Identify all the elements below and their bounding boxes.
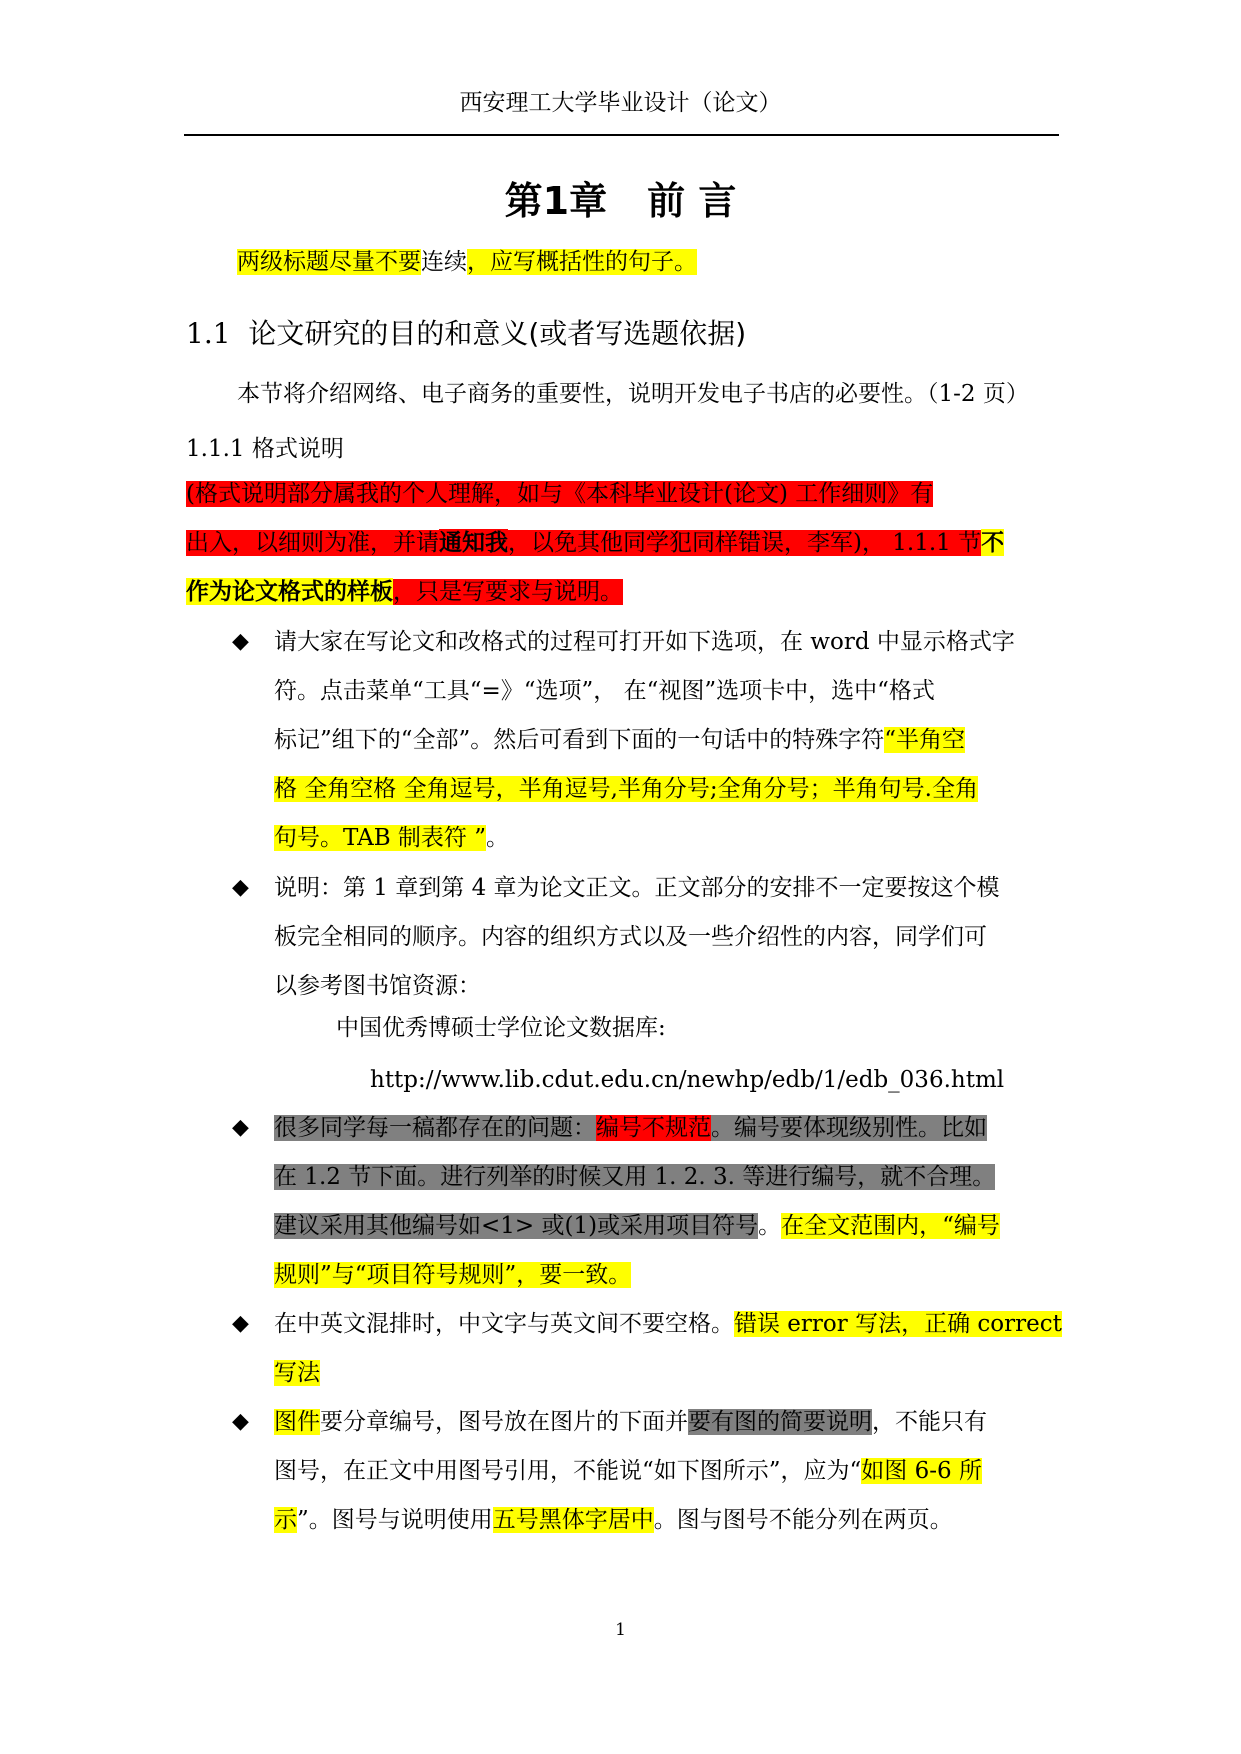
text: 标记”组下的“全部”。然后可看到下面的一句话中的特殊字符 xyxy=(274,727,885,753)
section-title: 论文研究的目的和意义(或者写选题依据) xyxy=(248,317,747,350)
bullet2-db-name: 中国优秀博硕士学位论文数据库: xyxy=(336,1015,666,1041)
highlight-yellow-bold: 不 xyxy=(981,529,1005,556)
bullet-diamond-icon: ◆ xyxy=(232,629,249,654)
bullet4-line-1 xyxy=(274,1308,1062,1340)
highlight-gray: 。编号要体现级别性。比如 xyxy=(711,1115,987,1141)
bullet1-line-3 xyxy=(274,724,965,756)
intro-line xyxy=(237,246,697,278)
highlight-yellow: 在全文范围内，“编号 xyxy=(781,1213,1000,1239)
bullet5-line-2 xyxy=(274,1455,982,1487)
bullet2-line-1: 说明：第 1 章到第 4 章为论文正文。正文部分的安排不一定要按这个模 xyxy=(274,875,1000,901)
text: 。 xyxy=(485,825,509,851)
highlight-yellow: 格 全角空格 全角逗号，半角逗号,半角分号;全角分号；半角句号.全角 xyxy=(274,776,978,802)
highlight-yellow: 句号。TAB 制表符 ” xyxy=(274,825,486,851)
highlight-red: 出入，以细则为准，并请 xyxy=(186,530,439,556)
note-line-2 xyxy=(186,527,1004,559)
highlight-yellow: ，应写概括性的句子。 xyxy=(467,249,697,275)
highlight-yellow: 五号黑体字居中 xyxy=(492,1507,654,1533)
highlight-yellow: “半角空 xyxy=(884,727,966,753)
subsection-number: 1.1.1 xyxy=(186,436,245,462)
bullet1-line-5 xyxy=(274,822,509,854)
header-rule xyxy=(184,134,1059,136)
bullet1-line-4 xyxy=(274,773,978,805)
highlight-yellow: 写法 xyxy=(274,1360,320,1386)
highlight-red: (格式说明部分属我的个人理解，如与《本科毕业设计(论文) 工作细则》有 xyxy=(186,481,934,507)
section-heading-1-1 xyxy=(186,312,746,352)
highlight-yellow: 图件 xyxy=(274,1409,320,1435)
text: 。 xyxy=(758,1213,782,1239)
text: 要分章编号，图号放在图片的下面并 xyxy=(320,1409,688,1435)
note-line-1 xyxy=(186,478,933,510)
highlight-yellow: 错误 error 写法，正确 correct xyxy=(734,1311,1062,1337)
bullet1-line-2: 符。点击菜单“工具“=》“选项”， 在“视图”选项卡中，选中“格式 xyxy=(274,678,935,704)
bullet4-line-2 xyxy=(274,1357,320,1389)
highlight-gray: 很多同学每一稿都存在的问题： xyxy=(274,1115,596,1141)
bullet-diamond-icon: ◆ xyxy=(232,1115,249,1140)
text: ”。图号与说明使用 xyxy=(297,1507,493,1533)
highlight-gray: 要有图的简要说明 xyxy=(688,1409,872,1435)
bullet-diamond-icon: ◆ xyxy=(232,1409,249,1434)
highlight-red: 编号不规范 xyxy=(596,1115,711,1141)
text: 。图与图号不能分列在两页。 xyxy=(653,1507,953,1533)
bullet5-line-1 xyxy=(274,1406,987,1438)
subsection-title: 格式说明 xyxy=(251,436,344,462)
highlight-yellow: 如图 6-6 所 xyxy=(861,1458,982,1484)
page-number: 1 xyxy=(615,1620,626,1640)
chapter-number: 第1章 xyxy=(504,179,608,223)
highlight-yellow: 规则”与“项目符号规则”，要一致。 xyxy=(274,1262,632,1288)
highlight-gray: 建议采用其他编号如<1> 或(1)或采用项目符号 xyxy=(274,1213,759,1239)
highlight-red: ，只是写要求与说明。 xyxy=(393,579,623,605)
bullet-diamond-icon: ◆ xyxy=(232,1311,249,1336)
bullet-diamond-icon: ◆ xyxy=(232,875,249,900)
text: 在中英文混排时，中文字与英文间不要空格。 xyxy=(274,1311,734,1337)
section-body: 本节将介绍网络、电子商务的重要性，说明开发电子书店的必要性。（1-2 页） xyxy=(237,381,1029,407)
note-line-3 xyxy=(186,576,623,608)
chapter-heading xyxy=(0,170,1241,225)
text: 图号，在正文中用图号引用，不能说“如下图所示”，应为“ xyxy=(274,1458,862,1484)
bullet5-line-3 xyxy=(274,1504,953,1536)
highlight-yellow-bold: 作为论文格式的样板 xyxy=(186,578,393,605)
bullet2-line-2: 板完全相同的顺序。内容的组织方式以及一些介绍性的内容，同学们可 xyxy=(274,924,987,950)
highlight-gray: 在 1.2 节下面。进行列举的时候又用 1. 2. 3. 等进行编号，就不合理。 xyxy=(274,1164,996,1190)
bullet2-line-3: 以参考图书馆资源： xyxy=(274,973,481,999)
chapter-title: 前 言 xyxy=(647,179,737,223)
subsection-heading-1-1-1 xyxy=(186,430,344,463)
running-header: 西安理工大学毕业设计（论文） xyxy=(459,90,782,116)
highlight-red-bold: 通知我 xyxy=(439,529,508,556)
text: ，不能只有 xyxy=(872,1409,987,1435)
highlight-yellow: 两级标题尽量不要 xyxy=(237,249,421,275)
bullet3-line-1 xyxy=(274,1112,987,1144)
bullet1-line-1: 请大家在写论文和改格式的过程可打开如下选项，在 word 中显示格式字 xyxy=(274,629,1015,655)
bullet3-line-4 xyxy=(274,1259,631,1291)
intro-text: 连续 xyxy=(421,249,467,275)
bullet3-line-3 xyxy=(274,1210,1000,1242)
highlight-yellow: 示 xyxy=(274,1507,297,1533)
bullet3-line-2 xyxy=(274,1161,995,1193)
bullet2-db-url: http://www.lib.cdut.edu.cn/newhp/edb/1/edb_036.html xyxy=(370,1067,1005,1093)
highlight-red: ，以免其他同学犯同样错误，李军)， 1.1.1 节 xyxy=(508,530,982,556)
section-number: 1.1 xyxy=(186,317,231,350)
